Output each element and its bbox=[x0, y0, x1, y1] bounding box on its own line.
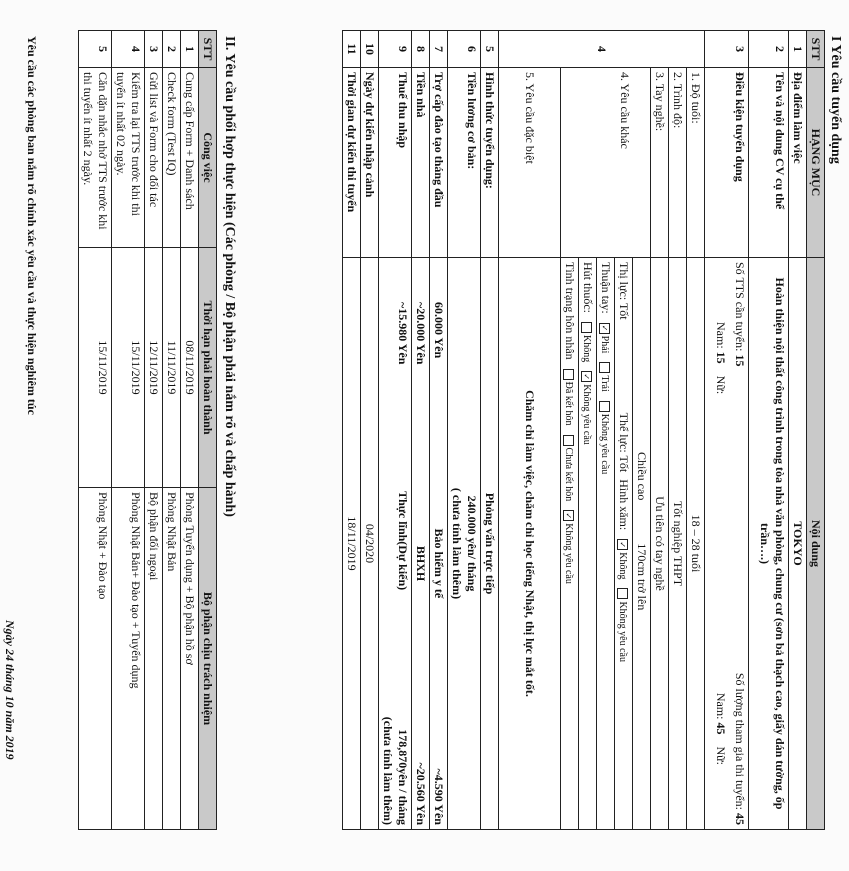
section2-heading: II. Yêu cầu phối hợp thực hiện (Các phòng / Bộ phận phải nắm rõ và chấp hành) bbox=[222, 36, 237, 517]
table-row: 2 Check form (Test IQ) 11/11/2019 Phòng Nhật Bản bbox=[163, 31, 181, 830]
table-row: 3 Điều kiện tuyển dụng Số TTS cần tuyển: 15 Số lượng tham gia thi tuyển: 45 Nam: 15 Nữ: Nam: 45 Nữ: bbox=[705, 31, 749, 830]
special-requirement: Chăm chỉ làm việc, chăm chỉ học tiếng Nhật, thị lực mắt tốt. bbox=[499, 258, 561, 830]
table-row: 5 Hình thức tuyển dụng: Phỏng vấn trực tiếp bbox=[481, 31, 499, 830]
checkbox-checked[interactable]: ✓ bbox=[617, 539, 628, 550]
table-row: 9 Thuế thu nhập ~15.980 Yên Thực lĩnh(Dự kiến) 178,870yên / tháng (chưa tính làm thêm) bbox=[379, 31, 412, 830]
section1-heading: I Yêu cầu tuyển dụng bbox=[828, 36, 843, 164]
checkbox[interactable] bbox=[617, 588, 628, 599]
work-location-label: Địa điểm làm việc bbox=[789, 68, 807, 258]
table-row: 3 Gửi list và Form cho đối tác 12/11/2019 Bộ phận đối ngoại bbox=[145, 31, 163, 830]
table-row: 11 Thời gian dự kiến thi tuyển 18/11/2019 bbox=[343, 31, 361, 830]
col-stt: STT bbox=[807, 31, 825, 68]
footer-note: Yêu cầu các phòng ban nắm rõ chính xác yêu cầu và thực hiện nghiêm túc bbox=[25, 36, 39, 415]
checkbox-checked[interactable]: ✓ bbox=[563, 510, 574, 521]
col-item: HẠNG MỤC bbox=[807, 68, 825, 258]
table-row: 5. Yêu cầu đặc biệt Chăm chỉ làm việc, chăm chỉ học tiếng Nhật, thị lực mắt tốt. bbox=[499, 31, 561, 830]
checkbox[interactable] bbox=[599, 362, 610, 373]
checkbox-checked[interactable]: ✓ bbox=[581, 371, 592, 382]
quota-cell: Số TTS cần tuyển: 15 Số lượng tham gia thi tuyển: 45 Nam: 15 Nữ: Nam: 45 Nữ: bbox=[705, 258, 749, 830]
checkbox[interactable] bbox=[563, 435, 574, 446]
recruitment-table bbox=[342, 30, 825, 830]
job-name-label: Tên và nội dung CV cụ thể bbox=[749, 68, 789, 258]
col-content: Nội dung bbox=[807, 258, 825, 830]
conditions-label: Điều kiện tuyển dụng bbox=[705, 68, 749, 258]
table-row: 4 Kiểm tra lại TTS trước khi thi tuyển ít nhất 02 ngày. 15/11/2019 Phòng Nhật Bản+ Đào tạo + Tuyển dụng bbox=[112, 31, 145, 830]
table-row: 10 Ngày dự kiến nhập cảnh 04/2020 bbox=[361, 31, 379, 830]
table-header: STT Công việc Thời hạn phải hoàn thành Bộ phận chịu trách nhiệm bbox=[199, 31, 217, 830]
checkbox-checked[interactable]: ✓ bbox=[599, 323, 610, 334]
table-header bbox=[807, 31, 825, 830]
table-row: 7 Trợ cấp đào tạo tháng đầu 60.000 Yên Bảo hiểm y tế ~4.590 Yên bbox=[430, 31, 448, 830]
checkbox[interactable] bbox=[599, 401, 610, 412]
requirements-cell: 1. Độ tuổi: 2. Trình độ: 3. Tay nghề: 4. Yêu cầu khác bbox=[561, 68, 705, 258]
coordination-table bbox=[78, 30, 217, 830]
table-row: 5 Căn dặn nhắc nhở TTS trước khi thi tuyển ít nhất 2 ngày. 15/11/2019 Phòng Nhật + Đào tạo bbox=[79, 31, 112, 830]
table-row: 2 Tên và nội dung CV cụ thể Hoàn thiện nội thất công trình trong tòa nhà văn phòng, chung cư (sơn bả thạch cao, giấy dán tường, ốp trần….) bbox=[749, 31, 789, 830]
checkbox[interactable] bbox=[581, 322, 592, 333]
requirements-values: 18 – 28 tuổi Tốt nghiệp THPT Ưu tiên có tay nghề Chiều cao 170cm trở lên Thị lực: Tốt Thể lực: Tốt Hình xăm: ✓Không Không yêu cầu Thuận tay: ✓Phải Trái Không yêu cầu Hút thuốc: Không ✓Không yêu cầu Tình trạng hôn nhân Đã kết hôn Chưa kết hôn ✓Không yêu cầu bbox=[561, 258, 705, 830]
table-row: 8 Tiền nhà ~20.000 Yên BHXH ~20.560 Yên bbox=[412, 31, 430, 830]
checkbox[interactable] bbox=[563, 369, 574, 380]
job-description: Hoàn thiện nội thất công trình trong tòa nhà văn phòng, chung cư (sơn bả thạch cao, giấy dán tường, ốp trần….) bbox=[749, 258, 789, 830]
work-location-value: TOKYO bbox=[789, 258, 807, 830]
table-row: 4 1. Độ tuổi: 2. Trình độ: 3. Tay nghề: 4. Yêu cầu khác 18 – 28 tuổi Tốt nghiệp THPT Ưu tiên có tay nghề Chiều cao 170cm trở lên Thị lực: Tốt Thể lực: Tốt Hình xăm: ✓Không Không yêu cầu Thuận tay: ✓Phải Trái Không yêu cầu Hút thuốc: Không ✓Không yêu cầu Tình trạng hôn nhân Đã kết hôn Chưa kết hôn ✓Không yêu cầu bbox=[561, 31, 705, 830]
table-row: 1 Địa điểm làm việc TOKYO bbox=[789, 31, 807, 830]
signature-date: Ngày 24 tháng 10 năm 2019 bbox=[3, 620, 17, 760]
table-row: 1 Cung cấp Form + Danh sách 08/11/2019 Phòng Tuyển dụng + Bộ phận hồ sơ bbox=[181, 31, 199, 830]
table-row: 6 Tiền lương cơ bản: 240.000 yên/ tháng ( chưa tính làm thêm) bbox=[448, 31, 481, 830]
